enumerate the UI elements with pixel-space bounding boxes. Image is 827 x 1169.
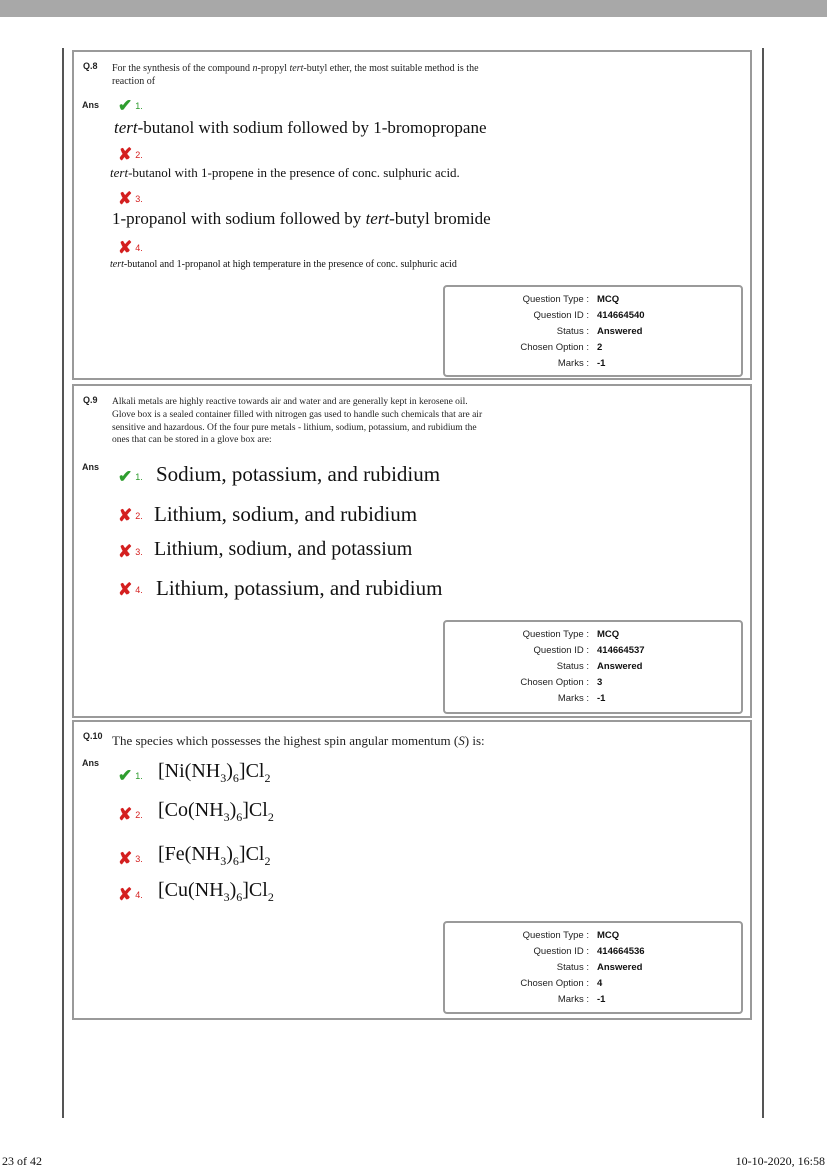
option-marker: ✔ 1.: [118, 766, 143, 785]
info-row-chosen: Chosen Option : 2: [520, 342, 603, 353]
check-icon: ✔: [118, 96, 133, 115]
check-icon: ✔: [118, 766, 133, 785]
option-text: 1-propanol with sodium followed by tert-butyl bromide: [112, 209, 491, 228]
cross-icon: ✘: [118, 506, 133, 525]
option-text: Lithium, sodium, and rubidium: [154, 502, 418, 526]
info-row-id: Question ID : 414664537: [533, 645, 645, 656]
answer-label: Ans: [82, 100, 100, 110]
option-marker: ✘ 2.: [118, 506, 143, 525]
question-card: [72, 384, 752, 718]
question-card: [72, 50, 752, 380]
option-text: $[Fe(NH_3)_6]Cl_2$: [158, 843, 271, 868]
option-text: tert-butanol with sodium followed by 1-bromopropane: [114, 118, 487, 137]
option-marker: ✘ 4.: [118, 885, 143, 904]
option-text: tert-butanol and 1-propanol at high temperature in the presence of conc. sulphuric acid: [110, 259, 457, 270]
cross-icon: ✘: [118, 849, 133, 868]
question-number: Q.8: [83, 61, 98, 71]
info-row-marks: Marks : -1: [557, 994, 606, 1005]
answer-label: Ans: [82, 758, 100, 768]
option-text: Lithium, sodium, and potassium: [154, 538, 413, 560]
option-marker: ✘ 3.: [118, 849, 143, 868]
option-text: Sodium, potassium, and rubidium: [156, 462, 441, 486]
info-row-status: Status : Answered: [556, 326, 643, 337]
page-counter: 23 of 42: [2, 1154, 42, 1168]
info-row-marks: Marks : -1: [557, 693, 606, 704]
question-info-box: [443, 620, 743, 714]
option-marker: ✘ 4.: [118, 580, 143, 599]
question-text: Alkali metals are highly reactive towards air and water and are generally kept in kerosene oil. Glove box is a sealed container filled with nitrogen gas used to handle such chemicals that are air sensitive and hazardous. Of the four pure metals - lithium, sodium, potassium, and rubidium the ones that can be stored in a glove box are:: [112, 397, 483, 446]
info-row-type: Question Type : MCQ: [522, 930, 620, 941]
cross-icon: ✘: [118, 238, 133, 257]
question-info-box: [443, 285, 743, 377]
option-marker: ✘ 4.: [118, 238, 143, 257]
cross-icon: ✘: [118, 805, 133, 824]
cross-icon: ✘: [118, 542, 133, 561]
answer-label: Ans: [82, 462, 100, 472]
info-row-id: Question ID : 414664536: [533, 946, 645, 957]
option-text: Lithium, potassium, and rubidium: [156, 576, 443, 600]
browser-top-bar: [0, 0, 827, 17]
info-row-id: Question ID : 414664540: [533, 310, 645, 321]
question-info-box: [443, 921, 743, 1014]
option-marker: ✘ 3.: [118, 189, 143, 208]
question-number: Q.9: [83, 395, 98, 405]
print-datetime: 10-10-2020, 16:58: [735, 1154, 825, 1168]
info-row-chosen: Chosen Option : 3: [520, 677, 603, 688]
check-icon: ✔: [118, 467, 133, 486]
option-marker: ✘ 2.: [118, 805, 143, 824]
info-row-type: Question Type : MCQ: [522, 294, 620, 305]
option-text: $[Cu(NH_3)_6]Cl_2$: [158, 879, 274, 904]
cross-icon: ✘: [118, 885, 133, 904]
question-card: [72, 720, 752, 1020]
option-marker: ✔ 1.: [118, 96, 143, 115]
option-text: $[Ni(NH_3)_6]Cl_2$: [158, 760, 271, 785]
page-right-rule: [762, 48, 764, 1118]
cross-icon: ✘: [118, 580, 133, 599]
question-text: For the synthesis of the compound n-propyl tert-butyl ether, the most suitable method is the reaction of: [112, 63, 479, 87]
info-row-type: Question Type : MCQ: [522, 629, 620, 640]
option-marker: ✘ 2.: [118, 145, 143, 164]
info-row-status: Status : Answered: [556, 962, 643, 973]
option-marker: ✘ 3.: [118, 542, 143, 561]
info-row-status: Status : Answered: [556, 661, 643, 672]
cross-icon: ✘: [118, 145, 133, 164]
option-marker: ✔ 1.: [118, 467, 143, 486]
cross-icon: ✘: [118, 189, 133, 208]
info-row-chosen: Chosen Option : 4: [520, 978, 603, 989]
option-text: tert-butanol with 1-propene in the presence of conc. sulphuric acid.: [110, 165, 460, 180]
option-text: $[Co(NH_3)_6]Cl_2$: [158, 799, 274, 824]
question-text: The species which possesses the highest spin angular momentum (S) is:: [112, 733, 485, 748]
question-number: Q.10: [83, 731, 103, 741]
page-left-rule: [62, 48, 64, 1118]
info-row-marks: Marks : -1: [557, 358, 606, 369]
